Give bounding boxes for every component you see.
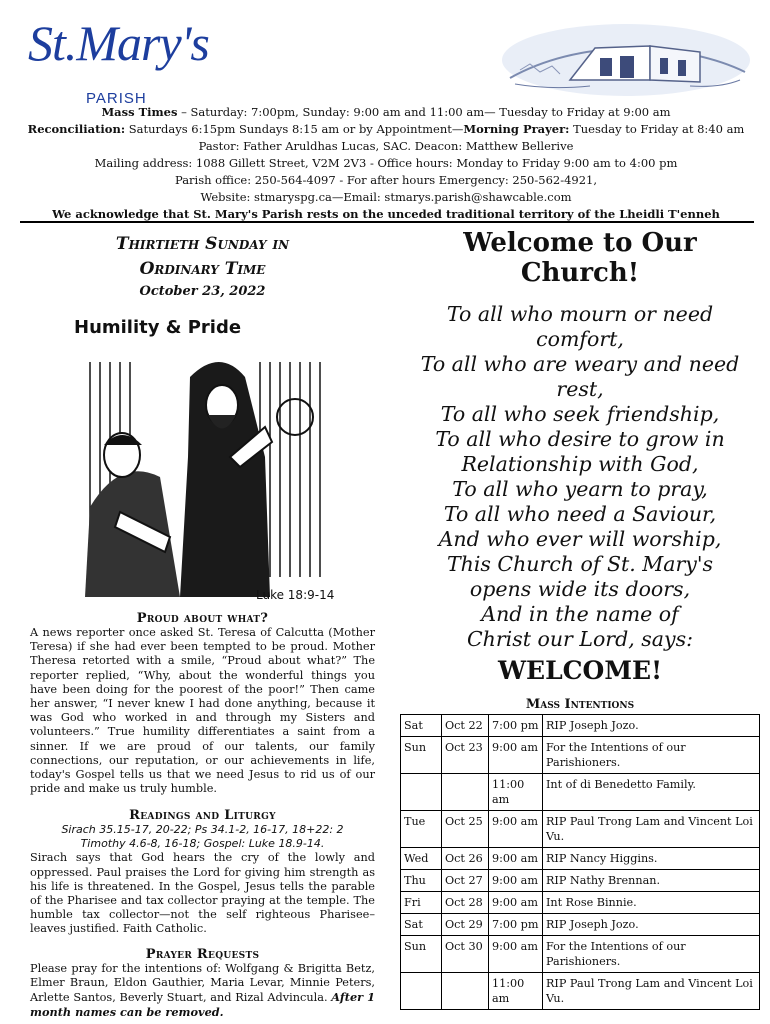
welcome-poem xyxy=(400,302,760,652)
poem-line: And who ever will worship, xyxy=(438,527,722,551)
liturgy-date: October 23, 2022 xyxy=(139,284,266,299)
intention-date-cell: Oct 27 xyxy=(442,870,489,892)
intention-date-cell xyxy=(442,973,489,1010)
proud-heading: Proud about what? xyxy=(136,611,269,626)
mailing-line: Mailing address: 1088 Gillett Street, V2M 2V3 - Office hours: Monday to Friday 9:00 am to 4:00 pm xyxy=(94,156,678,170)
artwork-drawing xyxy=(60,307,346,605)
intention-time-cell: 9:00 am xyxy=(489,936,543,973)
intention-day-cell xyxy=(401,774,442,811)
parish-logo xyxy=(28,14,238,107)
welcome-heading: Welcome to Our Church! xyxy=(463,228,697,288)
poem-line: Relationship with God, xyxy=(461,452,699,476)
intention-day-cell: Wed xyxy=(401,848,442,870)
website-line: Website: stmaryspg.ca—Email: stmarys.parish@shawcable.com xyxy=(200,190,572,204)
intention-text-cell: Int of di Benedetto Family. xyxy=(543,774,760,811)
intention-text-cell: RIP Nancy Higgins. xyxy=(543,848,760,870)
pastor-line: Pastor: Father Aruldhas Lucas, SAC. Deacon: Matthew Bellerive xyxy=(198,139,574,153)
intention-day-cell: Sat xyxy=(401,715,442,737)
intention-time-cell: 9:00 am xyxy=(489,892,543,914)
table-row xyxy=(401,892,760,914)
mass-times-label: Mass Times xyxy=(101,105,178,119)
intention-day-cell: Sun xyxy=(401,737,442,774)
poem-line: Christ our Lord, says: xyxy=(466,627,694,651)
mass-intentions-heading: Mass Intentions xyxy=(525,697,635,712)
poem-line: To all who mourn or need xyxy=(446,302,714,326)
poem-line: rest, xyxy=(556,377,604,401)
table-row xyxy=(401,848,760,870)
mass-intentions-table xyxy=(400,714,760,1010)
welcome-banner: WELCOME! xyxy=(497,656,663,685)
prayer-requests-note: After 1 month names can be removed. xyxy=(30,990,376,1020)
intention-time-cell: 9:00 am xyxy=(489,737,543,774)
reconciliation-label: Reconciliation: xyxy=(27,122,126,136)
poem-line: This Church of St. Mary's xyxy=(446,552,714,576)
readings-line1: Sirach 35.15-17, 20-22; Ps 34.1-2, 16-17, 18+22: 2 xyxy=(61,823,344,837)
intention-date-cell: Oct 26 xyxy=(442,848,489,870)
liturgy-title-line1: Thirtieth Sunday in xyxy=(115,234,290,254)
left-column xyxy=(30,228,375,1020)
intention-date-cell: Oct 30 xyxy=(442,936,489,973)
intention-text-cell: RIP Joseph Jozo. xyxy=(543,715,760,737)
land-acknowledgement: We acknowledge that St. Mary's Parish rests on the unceded traditional territory of the Lheidli T'enneh xyxy=(52,207,720,221)
prayer-requests-heading: Prayer Requests xyxy=(145,946,260,962)
intention-text-cell: RIP Nathy Brennan. xyxy=(543,870,760,892)
reconciliation-text: Saturdays 6:15pm Sundays 8:15 am or by Appointment— xyxy=(125,122,464,136)
readings-line2: Timothy 4.6-8, 16-18; Gospel: Luke 18.9-14. xyxy=(80,837,325,851)
logo-title: St.Mary's xyxy=(28,15,209,71)
intention-time-cell: 7:00 pm xyxy=(489,715,543,737)
table-row xyxy=(401,811,760,848)
morning-prayer-text: Tuesday to Friday at 8:40 am xyxy=(569,122,745,136)
liturgy-title-line2: Ordinary Time xyxy=(139,259,266,279)
artwork-title: Humility & Pride xyxy=(73,317,241,338)
liturgy-title xyxy=(30,232,375,282)
humility-pride-artwork xyxy=(60,307,346,605)
table-row xyxy=(401,936,760,973)
intention-time-cell: 11:00 am xyxy=(489,973,543,1010)
table-row xyxy=(401,870,760,892)
intention-time-cell: 9:00 am xyxy=(489,811,543,848)
readings-heading: Readings and Liturgy xyxy=(129,808,276,824)
right-column xyxy=(400,228,760,1010)
intention-time-cell: 7:00 pm xyxy=(489,914,543,936)
header-divider xyxy=(20,221,754,223)
intention-date-cell: Oct 23 xyxy=(442,737,489,774)
intention-day-cell: Fri xyxy=(401,892,442,914)
poem-line: To all who desire to grow in xyxy=(435,427,725,451)
poem-line: To all who yearn to pray, xyxy=(452,477,708,501)
intention-day-cell xyxy=(401,973,442,1010)
intention-day-cell: Sun xyxy=(401,936,442,973)
poem-line: To all who are weary and need xyxy=(420,352,740,376)
intention-date-cell: Oct 22 xyxy=(442,715,489,737)
poem-line: To all who need a Saviour, xyxy=(443,502,717,526)
table-row xyxy=(401,715,760,737)
intention-date-cell: Oct 25 xyxy=(442,811,489,848)
table-row xyxy=(401,774,760,811)
intention-day-cell: Tue xyxy=(401,811,442,848)
table-row xyxy=(401,973,760,1010)
table-row xyxy=(401,914,760,936)
intention-date-cell: Oct 29 xyxy=(442,914,489,936)
intention-day-cell: Sat xyxy=(401,914,442,936)
prayer-requests-paragraph xyxy=(30,962,375,1021)
intention-text-cell: RIP Joseph Jozo. xyxy=(543,914,760,936)
intention-text-cell: For the Intentions of our Parishioners. xyxy=(543,737,760,774)
logo-subtitle: PARISH xyxy=(86,90,147,107)
poem-line: opens wide its doors, xyxy=(469,577,691,601)
intention-text-cell: For the Intentions of our Parishioners. xyxy=(543,936,760,973)
intention-time-cell: 9:00 am xyxy=(489,848,543,870)
mass-times-text: – Saturday: 7:00pm, Sunday: 9:00 am and 11:00 am— Tuesday to Friday at 9:00 am xyxy=(177,105,671,119)
artwork-reference: Luke 18:9-14 xyxy=(255,588,334,602)
church-building-image xyxy=(500,20,752,100)
parish-info-header xyxy=(20,104,752,223)
intention-text-cell: RIP Paul Trong Lam and Vincent Loi Vu. xyxy=(543,973,760,1010)
prayer-requests-text: Please pray for the intentions of: Wolfgang & Brigitta Betz, Elmer Braun, Eldon Gauthier, Maria Levar, Minnie Peters, Arlette Santos, Beverly Stuart, and Rizal Advincula. xyxy=(30,961,375,1005)
intention-day-cell: Thu xyxy=(401,870,442,892)
intention-date-cell: Oct 28 xyxy=(442,892,489,914)
intention-time-cell: 11:00 am xyxy=(489,774,543,811)
poem-line: And in the name of xyxy=(481,602,679,626)
poem-line: To all who seek friendship, xyxy=(440,402,720,426)
poem-line: comfort, xyxy=(536,327,624,351)
intention-text-cell: RIP Paul Trong Lam and Vincent Loi Vu. xyxy=(543,811,760,848)
office-line: Parish office: 250-564-4097 - For after hours Emergency: 250-562-4921, xyxy=(174,173,598,187)
proud-paragraph: A news reporter once asked St. Teresa of Calcutta (Mother Teresa) if she had ever been tempted to be proud. Mother Theresa retorted with a smile, “Proud about what?” The reporter replied, “Why, about the wonderful things you have been doing for the poorest of the poor!” Then came her answer, “I never knew I had done anything, because it was God who worked in and through my Sisters and volunteers.” True humility differentiates a saint from a sinner. If we are proud of our talents, our family connections, our reputation, or our achievements in life, today's Gospel tells us that we need Jesus to rid us of our pride and make us truly humble. xyxy=(30,626,375,796)
intention-time-cell: 9:00 am xyxy=(489,870,543,892)
readings-paragraph: Sirach says that God hears the cry of the lowly and oppressed. Paul praises the Lord for giving him strength as his life is threatened. In the Gospel, Jesus tells the parable of the Pharisee and tax collector praying at the temple. The humble tax collector—not the self righteous Pharisee– leaves justified. Faith Catholic. xyxy=(30,851,375,936)
morning-prayer-label: Morning Prayer: xyxy=(463,122,570,136)
intention-text-cell: Int Rose Binnie. xyxy=(543,892,760,914)
intention-date-cell xyxy=(442,774,489,811)
table-row xyxy=(401,737,760,774)
